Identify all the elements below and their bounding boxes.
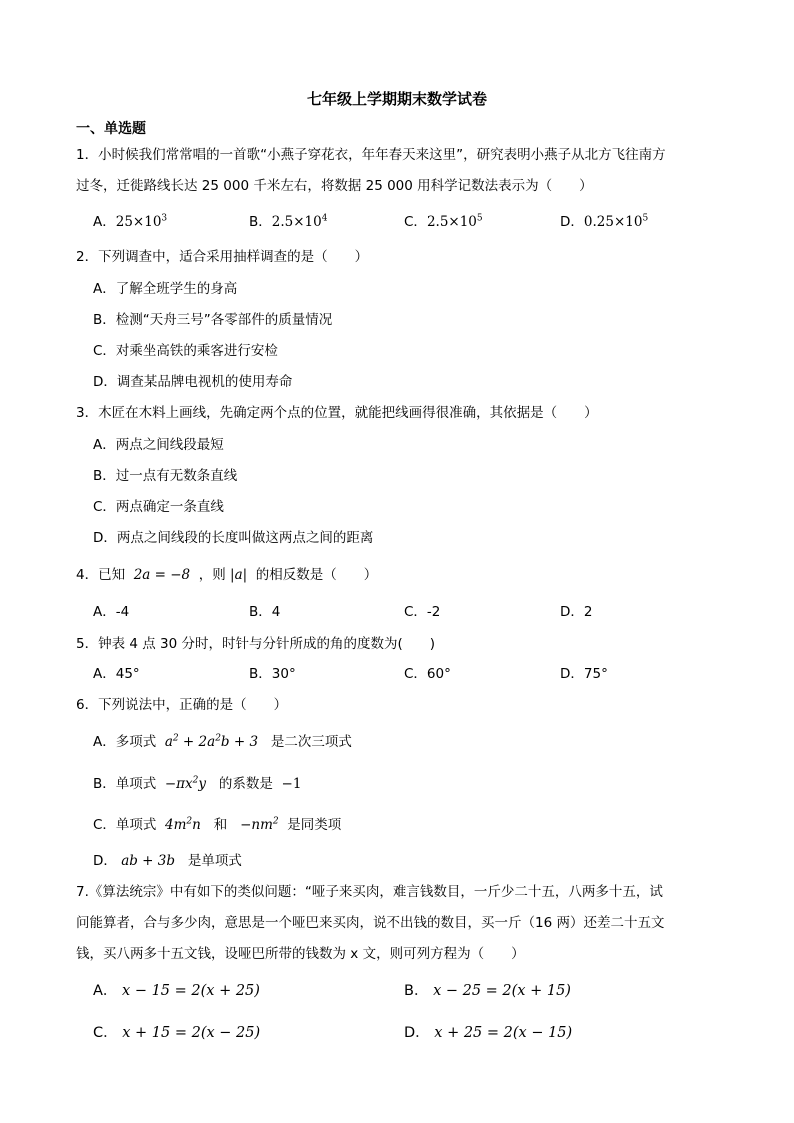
q3-option-b[interactable]: B．过一点有无数条直线 bbox=[93, 468, 238, 484]
q6-stem: 6．下列说法中，正确的是（ ） bbox=[76, 697, 288, 713]
option-label: D． bbox=[93, 853, 117, 869]
q1-option-d[interactable] bbox=[560, 213, 648, 231]
option-label: A． bbox=[93, 983, 118, 999]
q7-option-c[interactable] bbox=[93, 1024, 260, 1042]
q2-option-a[interactable]: A．了解全班学生的身高 bbox=[93, 281, 238, 297]
q6-c-math-2 bbox=[240, 817, 279, 833]
q2-option-d[interactable]: D．调查某品牌电视机的使用寿命 bbox=[93, 374, 293, 390]
q1-stem-line1: 1．小时候我们常常唱的一首歌“小燕子穿花衣，年年春天来这里”，研究表明小燕子从北方飞往南方 bbox=[76, 147, 666, 163]
q4-option-c[interactable]: C．-2 bbox=[404, 604, 441, 620]
option-label: D． bbox=[560, 214, 584, 230]
option-value: 25×10 bbox=[115, 214, 162, 230]
q6-a-math bbox=[165, 734, 258, 750]
option-text: 是二次三项式 bbox=[270, 734, 352, 750]
option-label: A．多项式 bbox=[93, 734, 157, 750]
q7-stem-line1: 7.《算法统宗》中有如下的类似问题：“哑子来买肉，难言钱数目，一斤少二十五，八两多十五，试 bbox=[76, 884, 663, 900]
q3-option-c[interactable]: C．两点确定一条直线 bbox=[93, 499, 224, 515]
q4-stem-pre: 4．已知 bbox=[76, 567, 126, 583]
q7-option-d[interactable] bbox=[404, 1024, 572, 1042]
option-text: 是单项式 bbox=[187, 853, 242, 869]
q6-d-math: ab + 3b bbox=[121, 853, 176, 869]
q5-stem: 5．钟表 4 点 30 分时，时针与分针所成的角的度数为( ) bbox=[76, 636, 436, 652]
q7-stem-line2: 问能算者，合与多少肉，意思是一个哑巴来买肉，说不出钱的数目，买一斤（16 两）还差二十五文 bbox=[76, 915, 665, 931]
q6-option-d[interactable] bbox=[93, 852, 242, 870]
math-exponent: 2 bbox=[272, 816, 279, 827]
q5-option-a[interactable]: A．45° bbox=[93, 666, 140, 682]
page-title: 七年级上学期期末数学试卷 bbox=[306, 90, 487, 108]
q6-b-math bbox=[165, 776, 206, 792]
q4-stem bbox=[76, 566, 377, 584]
q4-option-a[interactable]: A．-4 bbox=[93, 604, 130, 620]
math-term: −πx bbox=[164, 776, 193, 792]
math-term: a bbox=[164, 734, 173, 750]
option-label: B．单项式 bbox=[93, 776, 157, 792]
q7-option-b[interactable] bbox=[404, 982, 571, 1000]
math-term: n bbox=[192, 817, 201, 833]
q2-option-b[interactable]: B．检测“天舟三号”各零部件的质量情况 bbox=[93, 312, 333, 328]
q4-abs-value: |a| bbox=[230, 567, 248, 583]
option-equation: x + 25 = 2(x − 15) bbox=[434, 1025, 573, 1041]
q5-option-d[interactable]: D．75° bbox=[560, 666, 608, 682]
option-label: D． bbox=[404, 1025, 430, 1041]
math-term: 4m bbox=[165, 817, 187, 833]
section-heading: 一、单选题 bbox=[76, 121, 146, 137]
option-text: 和 bbox=[213, 817, 228, 833]
q2-stem: 2．下列调查中，适合采用抽样调查的是（ ） bbox=[76, 249, 369, 265]
option-equation: x − 25 = 2(x + 15) bbox=[433, 983, 571, 999]
option-value: 0.25×10 bbox=[583, 214, 643, 230]
option-exponent: 4 bbox=[321, 213, 328, 224]
math-exponent: 2 bbox=[192, 775, 199, 786]
option-label: C． bbox=[404, 214, 427, 230]
math-term: + 2a bbox=[178, 734, 216, 750]
q3-option-d[interactable]: D．两点之间线段的长度叫做这两点之间的距离 bbox=[93, 530, 374, 546]
math-exponent: 2 bbox=[186, 816, 193, 827]
option-text: 是同类项 bbox=[287, 817, 342, 833]
option-equation: x + 15 = 2(x − 25) bbox=[122, 1025, 261, 1041]
option-label: C． bbox=[93, 1025, 118, 1041]
option-label: B． bbox=[404, 983, 429, 999]
q1-stem-line2: 过冬，迁徙路线长达 25 000 千米左右，将数据 25 000 用科学记数法表示为（ ） bbox=[76, 178, 593, 194]
q5-option-b[interactable]: B．30° bbox=[249, 666, 296, 682]
option-value: 2.5×10 bbox=[426, 214, 477, 230]
option-text: 的系数是 bbox=[218, 776, 273, 792]
math-term: −nm bbox=[240, 817, 273, 833]
q4-stem-mid: ，则 bbox=[198, 567, 226, 583]
q4-stem-post: 的相反数是（ ） bbox=[255, 567, 378, 583]
option-label: C．单项式 bbox=[93, 817, 157, 833]
q6-option-a[interactable] bbox=[93, 733, 352, 751]
option-label: B． bbox=[249, 214, 272, 230]
math-exponent: 2 bbox=[215, 733, 221, 744]
option-exponent: 3 bbox=[161, 213, 168, 224]
q6-b-value: −1 bbox=[281, 776, 302, 792]
option-label: A． bbox=[93, 214, 116, 230]
q1-option-b[interactable] bbox=[249, 213, 327, 231]
q7-option-a[interactable] bbox=[93, 982, 260, 1000]
math-term: b + 3 bbox=[220, 734, 259, 750]
q6-c-math-1 bbox=[165, 817, 201, 833]
q6-option-c[interactable] bbox=[93, 816, 341, 834]
q4-option-b[interactable]: B．4 bbox=[249, 604, 281, 620]
option-exponent: 5 bbox=[476, 213, 483, 224]
q6-option-b[interactable] bbox=[93, 775, 301, 793]
q4-option-d[interactable]: D．2 bbox=[560, 604, 593, 620]
math-term: y bbox=[198, 776, 207, 792]
math-exponent: 2 bbox=[172, 733, 179, 744]
option-equation: x − 15 = 2(x + 25) bbox=[122, 983, 260, 999]
q3-option-a[interactable]: A．两点之间线段最短 bbox=[93, 437, 224, 453]
q3-stem: 3．木匠在木料上画线，先确定两个点的位置，就能把线画得很准确，其依据是（ ） bbox=[76, 405, 598, 421]
q4-equation: 2a = −8 bbox=[133, 567, 191, 583]
q5-option-c[interactable]: C．60° bbox=[404, 666, 451, 682]
option-exponent: 5 bbox=[642, 213, 649, 224]
q1-option-a[interactable] bbox=[93, 213, 167, 231]
option-value: 2.5×10 bbox=[271, 214, 322, 230]
q1-option-c[interactable] bbox=[404, 213, 483, 231]
q7-stem-line3: 钱，买八两多十五文钱，设哑巴所带的钱数为 x 文，则可列方程为（ ） bbox=[76, 946, 525, 962]
q2-option-c[interactable]: C．对乘坐高铁的乘客进行安检 bbox=[93, 343, 278, 359]
